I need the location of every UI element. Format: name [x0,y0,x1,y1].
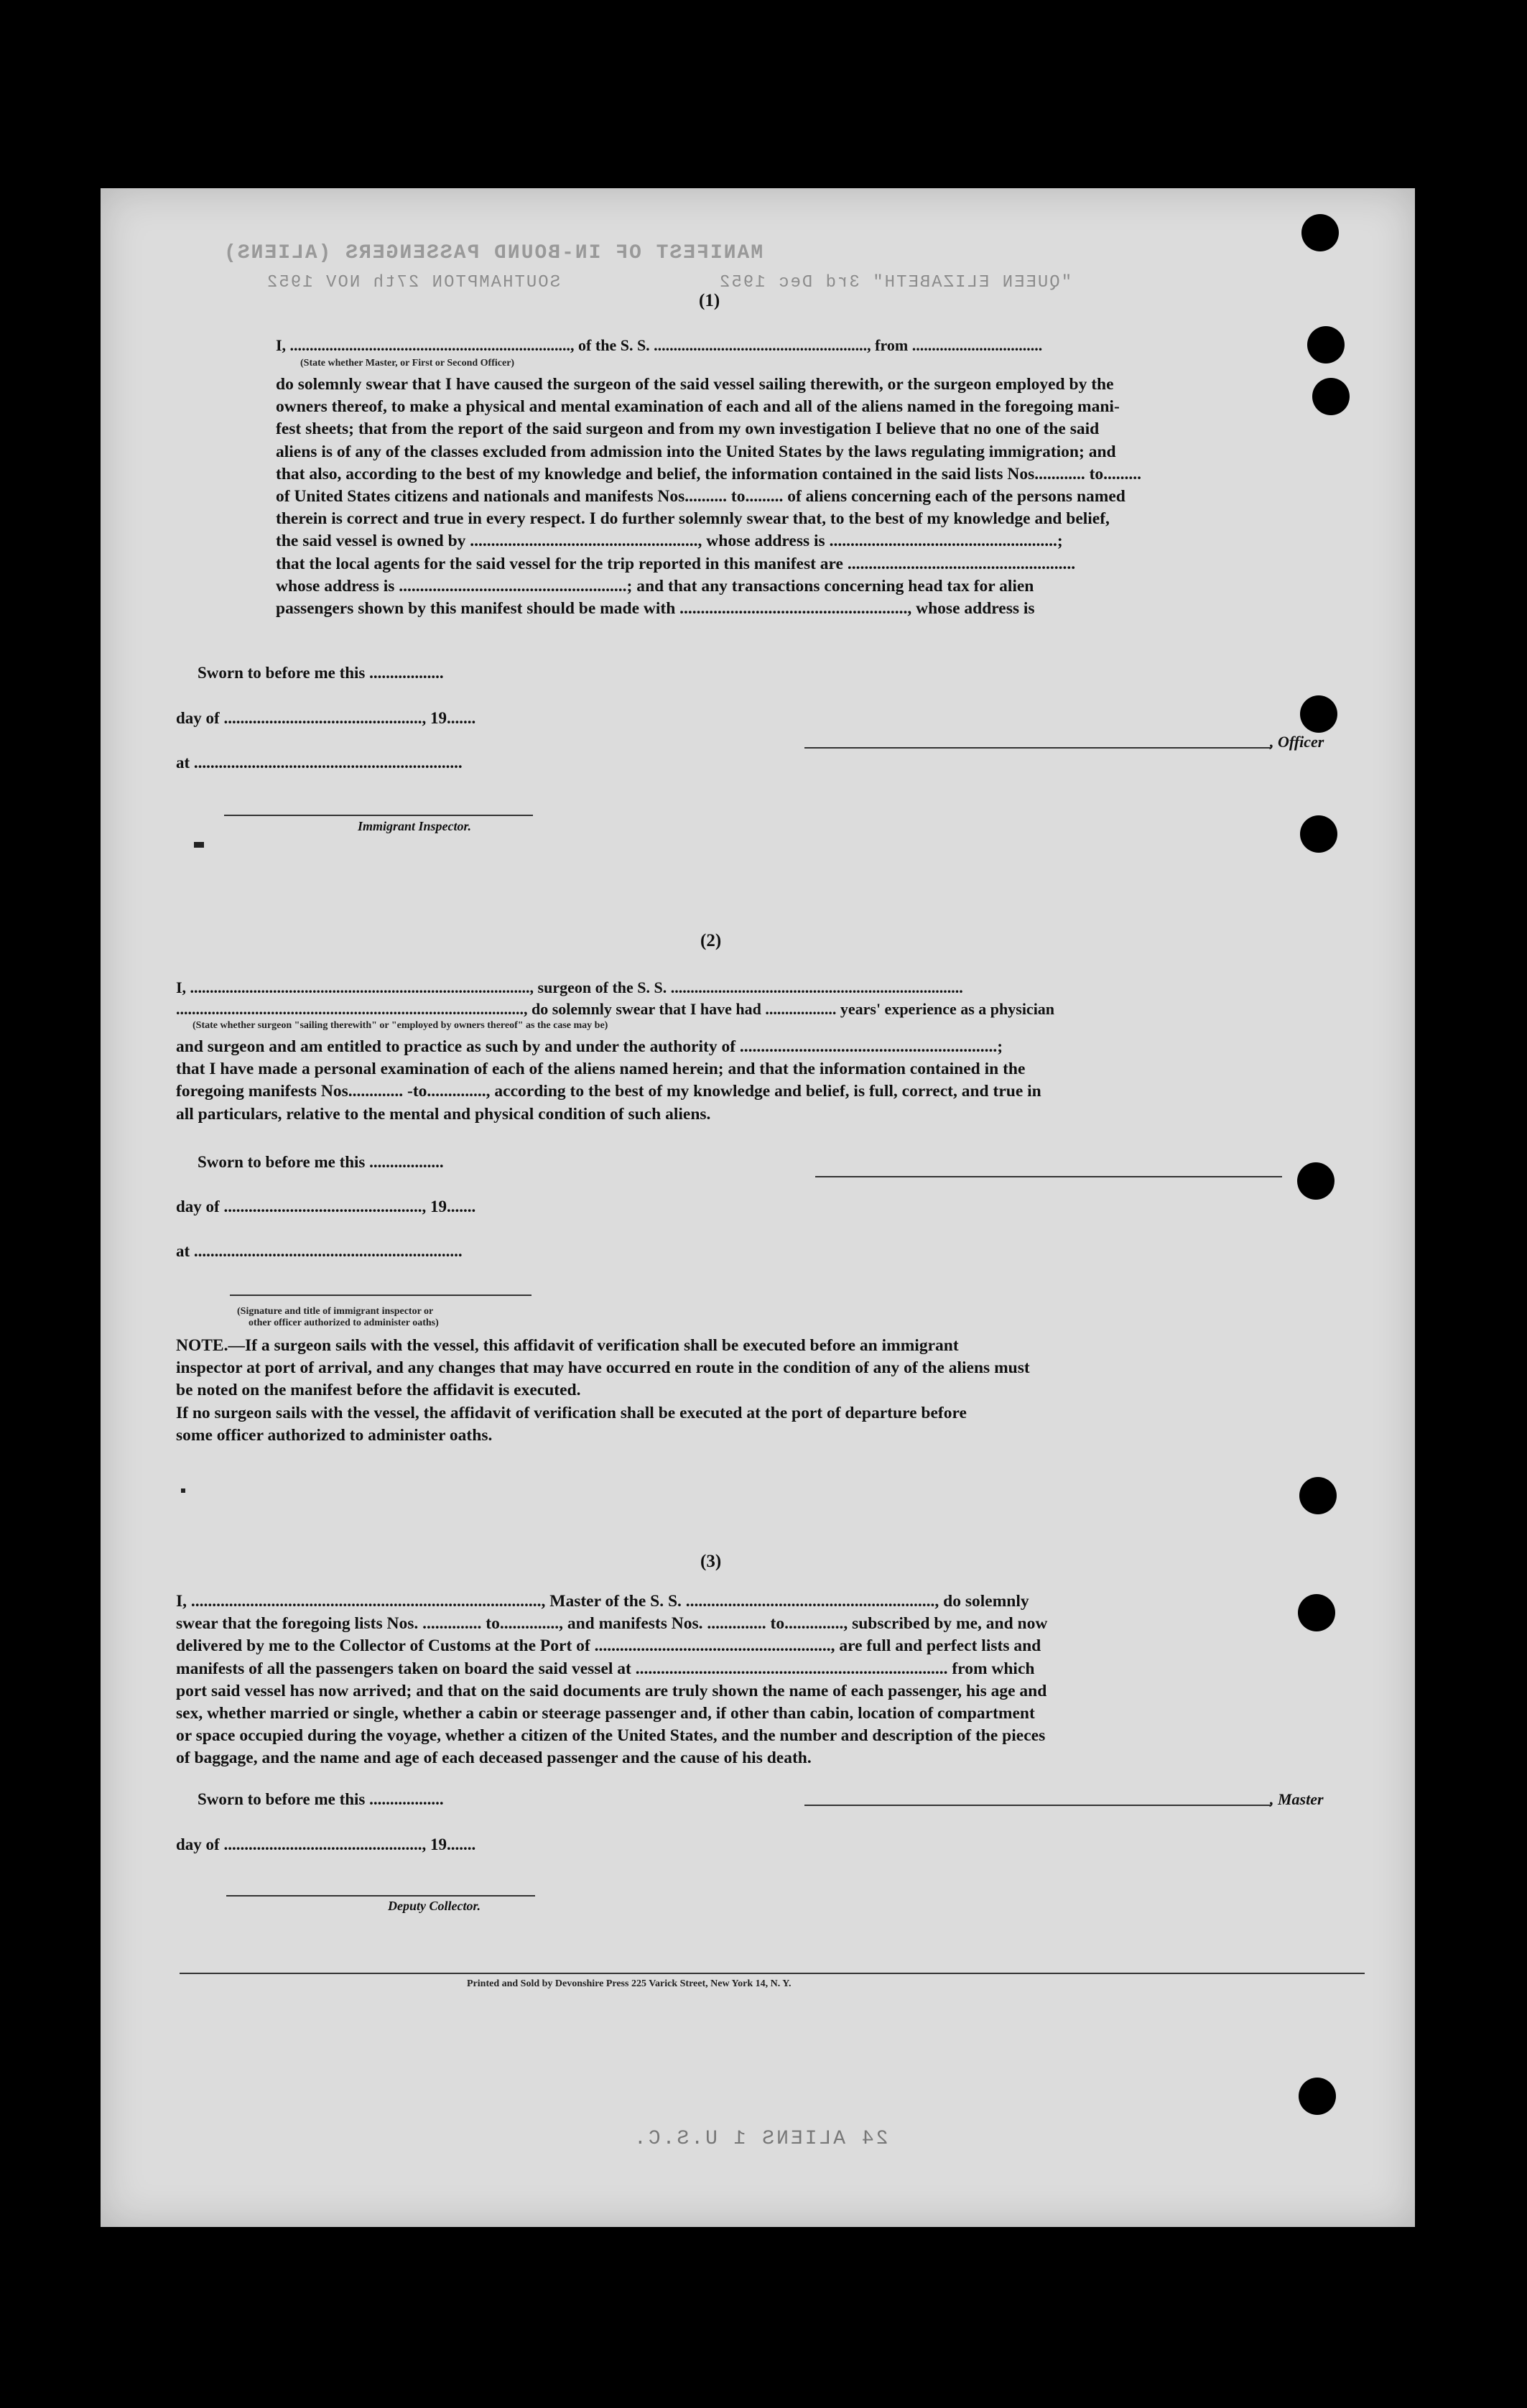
punch-hole [1299,2078,1336,2115]
section-3-day-of: day of ................................................, 19....... [176,1835,476,1853]
section-2-line-2: ........................................................................................, do solemnly swear that I have had .................. years' experience as a physician [176,1000,1055,1018]
section-1-header-line: I, ......................................................................., of the S. S. ......................................................, from ................................. [276,336,1043,354]
note-line: inspector at port of arrival, and any changes that may have occurred en route in the condition of any of the aliens must [176,1358,1030,1378]
section-2-sworn: Sworn to before me this .................. [198,1153,444,1171]
section-3-oath-line: sex, whether married or single, whether a cabin or steerage passenger and, if other than cabin, location of compartment [176,1704,1035,1723]
note-line: be noted on the manifest before the affidavit is executed. [176,1381,581,1400]
section-3-oath-line: I, ..................................................................................., Master of the S. S. ..........................................................., do solemnly [176,1592,1029,1611]
section-1-oath-line: do solemnly swear that I have caused the surgeon of the said vessel sailing therewith, or the surgeon employed by the [276,375,1114,394]
section-1-header-caption: (State whether Master, or First or Second Officer) [300,358,515,369]
punch-hole [1300,815,1337,853]
punch-hole [1299,1477,1337,1514]
section-1-inspector-signature-line [224,815,533,816]
section-1-sworn: Sworn to before me this .................. [198,664,444,682]
section-2-oath-line: all particulars, relative to the mental and physical condition of such aliens. [176,1104,711,1124]
section-1-oath-line: whose address is ......................................................; and that any transactions concerning head tax for alien [276,576,1034,596]
section-1-oath-line: aliens is of any of the classes excluded from admission into the United States by the laws regulating immigration; and [276,442,1116,461]
section-1-oath-line: therein is correct and true in every respect. I do further solemnly swear that, to the best of my knowledge and belief, [276,509,1110,529]
section-2-caption: (State whether surgeon "sailing therewith" or "employed by owners thereof" as the case may be) [192,1020,608,1031]
section-2-signature-line [230,1295,532,1296]
punch-hole [1312,378,1350,415]
section-3-sworn: Sworn to before me this .................. [198,1790,444,1808]
section-1-oath-line: that also, according to the best of my knowledge and belief, the information contained in the said lists Nos............ to......... [276,464,1142,483]
section-1-oath-text [276,374,1365,620]
section-1-oath-line: the said vessel is owned by ......................................................, whose address is ......................................................; [276,532,1063,551]
bleed-through-route: SOUTHAMPTON 27th NOV 1952 [266,273,561,292]
section-3-oath-line: or space occupied during the voyage, whether a citizen of the United States, and the number and description of the pieces [176,1726,1046,1746]
punch-hole [1298,1594,1335,1631]
ink-mark [194,842,204,848]
section-3-oath-line: port said vessel has now arrived; and that on the said documents are truly shown the name of each passenger, his age and [176,1681,1047,1700]
note-text [176,1335,1365,1447]
section-3-oath-line: swear that the foregoing lists Nos. .............. to.............., and manifests Nos. .............. to.............., subscribed by me, and now [176,1614,1048,1634]
section-1-day-of: day of ................................................, 19....... [176,709,476,727]
section-1-at: at ................................................................. [176,754,463,772]
section-3-collector-role: Deputy Collector. [388,1899,481,1913]
section-2-oath-line: and surgeon and am entitled to practice as such by and under the authority of .............................................................; [176,1037,1003,1056]
bleed-through-header: MANIFEST OF IN-BOUND PASSENGERS (ALIENS) [223,242,764,264]
section-1-oath-line: fest sheets; that from the report of the said surgeon and from my own investigation I believe that no one of the said [276,420,1100,439]
section-2-number: (2) [700,931,722,950]
note-line: If no surgeon sails with the vessel, the affidavit of verification shall be executed at the port of departure before [176,1403,967,1422]
section-1-inspector-role: Immigrant Inspector. [358,819,472,833]
section-1-oath-line: owners thereof, to make a physical and mental examination of each and all of the aliens named in the foregoing mani- [276,397,1120,417]
section-2-oath-line: foregoing manifests Nos............. -to.............., according to the best of my knowledge and belief, is full, correct, and true in [176,1082,1041,1101]
manifest-page [101,188,1415,2227]
section-3-oath-text [176,1590,1365,1770]
section-3-collector-signature-line [226,1895,535,1897]
section-3-master-signature-line [804,1805,1271,1806]
note-line: some officer authorized to administer oaths. [176,1425,493,1445]
section-2-surgeon-signature-line [815,1176,1282,1177]
section-3-oath-line: delivered by me to the Collector of Customs at the Port of ........................................................, are full and perfect lists and [176,1636,1041,1656]
section-2-day-of: day of ................................................, 19....... [176,1198,476,1215]
bleed-through-bottom: 24 ALIENS 1 U.S.C. [632,2128,888,2150]
section-1-officer-signature-line [804,747,1271,749]
punch-hole [1297,1162,1335,1200]
section-3-number: (3) [700,1552,722,1571]
punch-hole [1307,326,1345,363]
section-3-oath-line: of baggage, and the name and age of each deceased passenger and the cause of his death. [176,1749,812,1768]
section-3-master-role: , Master [1270,1790,1324,1808]
section-2-oath-text [176,1036,1365,1126]
punch-hole [1300,695,1337,733]
section-1-oath-line: that the local agents for the said vessel for the trip reported in this manifest are ...................................................... [276,554,1076,573]
section-1-oath-line: passengers shown by this manifest should be made with ......................................................, whose address is [276,599,1035,619]
section-1-officer-role: , Officer [1270,733,1324,751]
section-2-at: at ................................................................. [176,1242,463,1260]
note-line: NOTE.—If a surgeon sails with the vessel, this affidavit of verification shall be executed before an immigrant [176,1336,959,1355]
printer-footer: Printed and Sold by Devonshire Press 225 Varick Street, New York 14, N. Y. [467,1978,792,1989]
ink-mark [181,1488,185,1493]
section-2-signature-caption-2: other officer authorized to administer oaths) [249,1318,439,1328]
footer-rule [180,1973,1365,1974]
section-3-oath-line: manifests of all the passengers taken on board the said vessel at .......................................................................... from which [176,1659,1035,1678]
section-2-signature-caption-1: (Signature and title of immigrant inspector or [237,1306,434,1317]
section-1-number: (1) [699,291,720,310]
bleed-through-vessel: "QUEEN ELIZABETH" 3rd Dec 1952 [718,273,1072,292]
section-2-oath-line: that I have made a personal examination of each of the aliens named herein; and that the information contained in the [176,1060,1026,1079]
section-1-oath-line: of United States citizens and nationals and manifests Nos.......... to......... of aliens concerning each of the persons named [276,487,1125,506]
punch-hole [1301,214,1339,251]
section-2-line-1: I, ......................................................................................, surgeon of the S. S. .......................................................................... [176,978,963,996]
